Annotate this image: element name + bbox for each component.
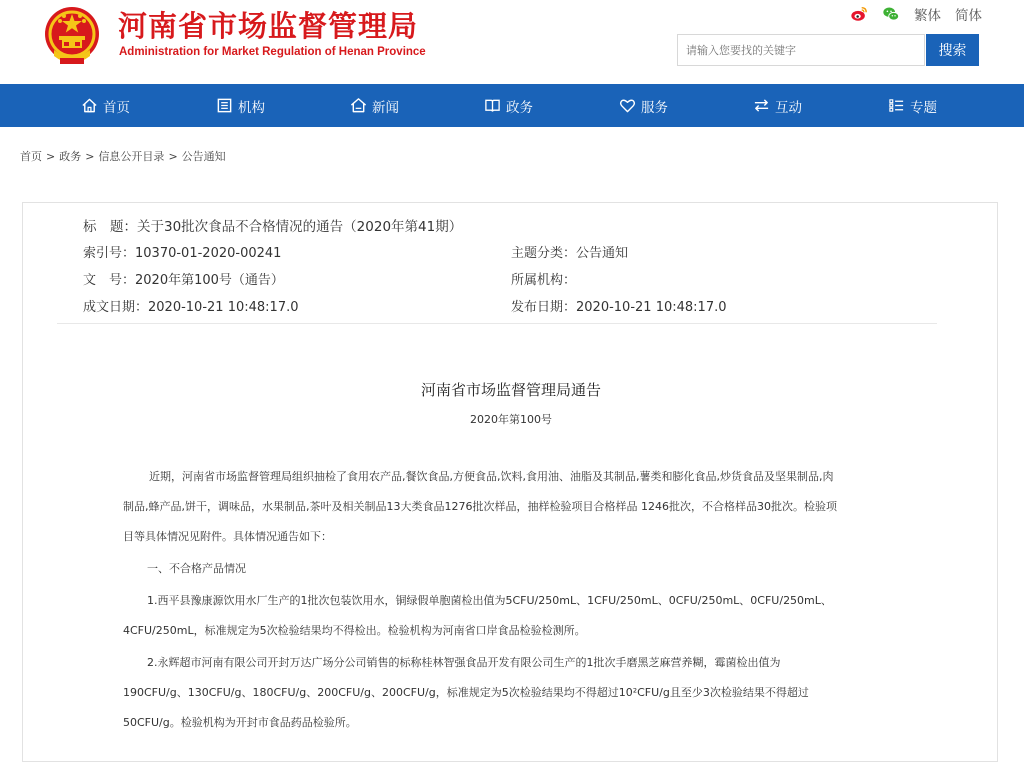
main-nav	[0, 84, 1024, 127]
nav-item-label: 互动	[775, 99, 802, 116]
book-icon	[484, 97, 501, 114]
metadata-title-value: 关于30批次食品不合格情况的通告（2020年第41期）	[137, 219, 463, 235]
metadata-topic-label: 主题分类：	[511, 246, 577, 261]
house-icon	[350, 97, 367, 114]
site-title-english: Administration for Market Regulation of Henan Province	[119, 46, 426, 58]
breadcrumb-separator: >	[85, 150, 95, 163]
metadata-title	[83, 219, 462, 235]
building-icon	[216, 97, 233, 114]
site-header	[0, 0, 1024, 84]
breadcrumb-home[interactable]: 首页	[20, 150, 42, 163]
metadata-topic	[511, 246, 628, 262]
metadata-organization-label: 所属机构：	[511, 273, 577, 288]
search-input[interactable]	[677, 34, 925, 66]
national-emblem-icon	[40, 4, 104, 70]
nav-item-label: 机构	[238, 99, 265, 116]
list-icon	[888, 97, 905, 114]
metadata-doc-number-label: 文 号：	[83, 273, 136, 288]
nav-item-organization[interactable]	[216, 84, 265, 127]
article-heading: 河南省市场监督管理局通告	[420, 381, 601, 399]
nav-item-services[interactable]	[619, 84, 668, 127]
breadcrumb-government-affairs[interactable]: 政务	[59, 150, 82, 163]
breadcrumb	[20, 148, 226, 164]
metadata-doc-number	[83, 273, 284, 289]
search-button[interactable]: 搜索	[926, 34, 979, 66]
metadata-index-value: 10370-01-2020-00241	[135, 246, 282, 261]
site-title: 河南省市场监督管理局	[118, 9, 419, 43]
article-line: 4CFU/250mL，标准规定为5次检验结果均不得检出。检验机构为河南省口岸食品检验检测所。	[123, 624, 586, 637]
nav-item-home[interactable]	[81, 84, 130, 127]
metadata-title-label: 标 题：	[83, 219, 137, 235]
metadata-doc-number-value: 2020年第100号（通告）	[135, 273, 284, 288]
article-number: 2020年第100号	[470, 413, 552, 426]
heart-icon	[619, 97, 636, 114]
article-line: 制品,蜂产品,饼干，调味品，水果制品,茶叶及相关制品13大类食品1276批次样品，抽样检验项目合格样品 1246批次，不合格样品30批次。检验项	[123, 500, 837, 513]
article-line: 2.永辉超市河南有限公司开封万达广场分公司销售的标称桂林智强食品开发有限公司生产的1批次手磨黑芝麻营养糊，霉菌检出值为	[147, 656, 781, 669]
nav-item-special-topics[interactable]	[888, 84, 937, 127]
document-metadata	[57, 203, 937, 324]
nav-item-label: 新闻	[372, 99, 399, 116]
top-links	[850, 4, 982, 24]
metadata-published-date	[511, 300, 727, 316]
nav-item-label: 首页	[103, 99, 130, 116]
content-panel	[22, 202, 998, 762]
home-icon	[81, 97, 98, 114]
breadcrumb-announcements[interactable]: 公告通知	[181, 150, 226, 163]
nav-item-interaction[interactable]	[753, 84, 802, 127]
nav-item-label: 政务	[506, 99, 533, 116]
article-line: 1.西平县豫康源饮用水厂生产的1批次包装饮用水，铜绿假单胞菌检出值为5CFU/250mL、1CFU/250mL、0CFU/250mL、0CFU/250mL、	[147, 594, 832, 607]
article-line: 190CFU/g、130CFU/g、180CFU/g、200CFU/g、200CFU/g，标准规定为5次检验结果均不得超过10²CFU/g且至少3次检验结果不得超过	[123, 686, 809, 699]
metadata-index	[83, 246, 281, 262]
metadata-organization	[511, 273, 576, 289]
traditional-chinese-link[interactable]: 繁体	[914, 8, 941, 24]
nav-item-label: 服务	[641, 99, 668, 116]
metadata-created-label: 成文日期：	[83, 300, 149, 315]
article-line: 一、不合格产品情况	[147, 562, 246, 575]
wechat-icon[interactable]	[882, 5, 900, 23]
metadata-published-value: 2020-10-21 10:48:17.0	[576, 300, 727, 315]
arrows-icon	[753, 97, 770, 114]
weibo-icon[interactable]	[850, 5, 868, 23]
simplified-chinese-link[interactable]: 简体	[955, 8, 982, 24]
breadcrumb-separator: >	[46, 150, 56, 163]
metadata-created-date	[83, 300, 299, 316]
nav-item-news[interactable]	[350, 84, 399, 127]
metadata-created-value: 2020-10-21 10:48:17.0	[148, 300, 299, 315]
article-line: 近期，河南省市场监督管理局组织抽检了食用农产品,餐饮食品,方便食品,饮料,食用油、油脂及其制品,薯类和膨化食品,炒货食品及坚果制品,肉	[149, 470, 834, 483]
metadata-published-label: 发布日期：	[511, 300, 577, 315]
breadcrumb-separator: >	[168, 150, 178, 163]
metadata-topic-value: 公告通知	[576, 246, 629, 261]
article-line: 目等具体情况见附件。具体情况通告如下：	[123, 530, 332, 543]
article-line: 50CFU/g。检验机构为开封市食品药品检验所。	[123, 716, 357, 729]
nav-item-label: 专题	[910, 99, 937, 116]
metadata-index-label: 索引号：	[83, 246, 136, 261]
breadcrumb-info-catalog[interactable]: 信息公开目录	[98, 150, 165, 163]
nav-item-government-affairs[interactable]	[484, 84, 533, 127]
